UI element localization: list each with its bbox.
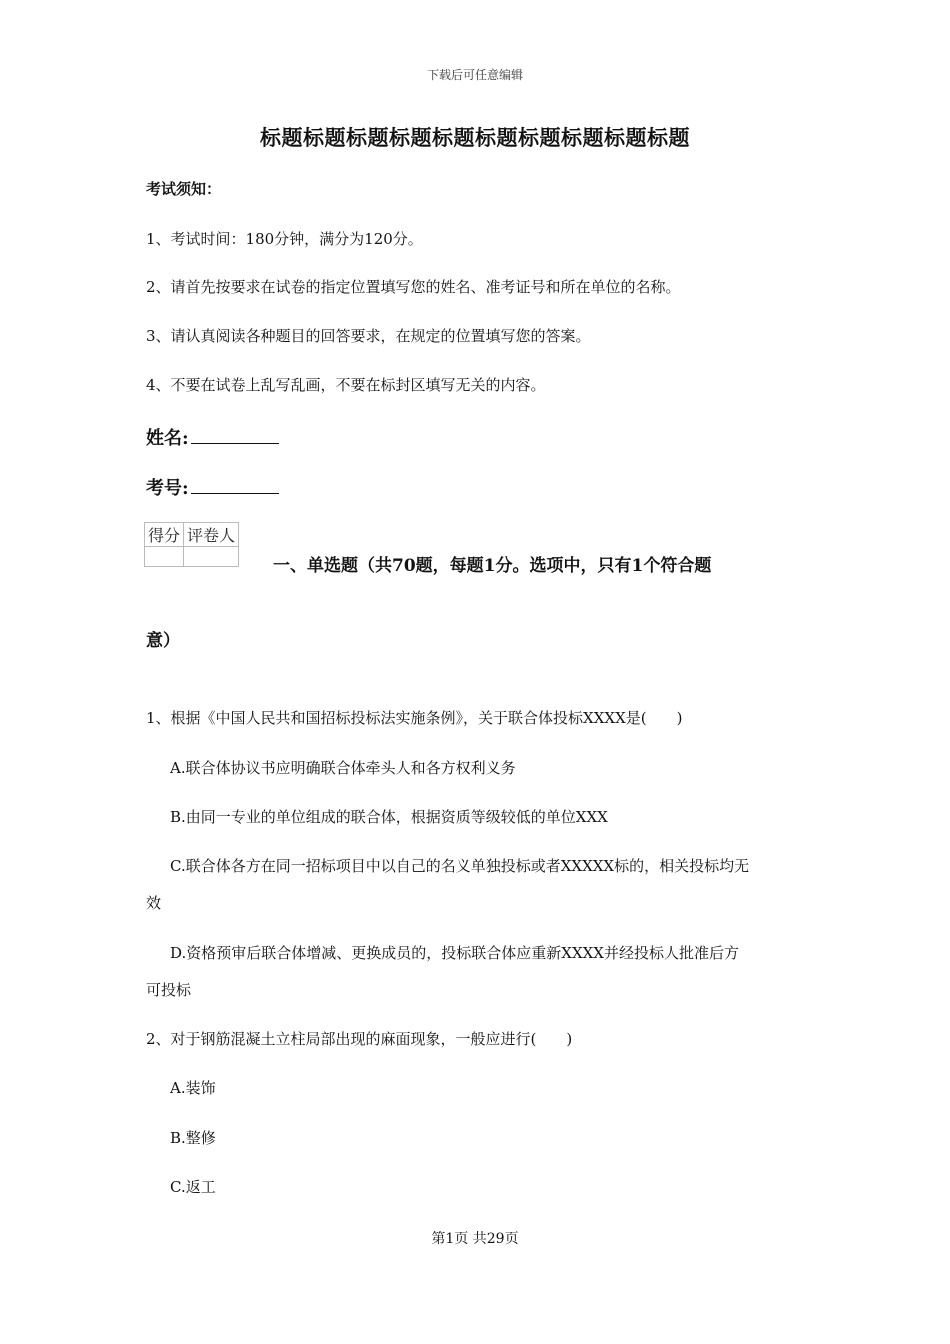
notice-heading: 考试须知： [146,180,222,198]
question-1-stem: 1、根据《中国人民共和国招标投标法实施条例》，关于联合体投标XXXX是( ) [146,709,683,727]
name-label: 姓名: [146,428,189,449]
score-header: 得分 [145,523,184,547]
name-field [146,424,279,450]
question-2-option-c[interactable]: C.返工 [170,1178,216,1196]
name-blank[interactable] [191,425,279,444]
question-1-option-a[interactable]: A.联合体协议书应明确联合体牵头人和各方权利义务 [170,759,516,777]
question-1-option-c-wrap: 效 [146,894,162,912]
score-cell[interactable] [145,547,184,567]
question-2-option-a[interactable]: A.装饰 [170,1079,216,1097]
notice-item-1: 1、考试时间：180分钟，满分为120分。 [146,230,423,248]
section-title-continued: 意） [146,631,180,651]
header-note: 下载后可任意编辑 [426,68,523,82]
question-1-option-b[interactable]: B.由同一专业的单位组成的联合体，根据资质等级较低的单位XXX [170,808,608,826]
question-1-option-d[interactable]: D.资格预审后联合体增减、更换成员的，投标联合体应重新XXXX并经投标人批准后方 [170,944,739,962]
exam-id-label: 考号: [146,478,189,499]
question-2-stem: 2、对于钢筋混凝土立柱局部出现的麻面现象，一般应进行( ) [146,1030,573,1048]
page-footer: 第1页 共29页 [431,1231,519,1247]
document-title: 标题标题标题标题标题标题标题标题标题标题 [260,125,690,150]
question-1-option-c[interactable]: C.联合体各方在同一招标项目中以自己的名义单独投标或者XXXXX标的，相关投标均无 [170,857,750,875]
question-2-option-b[interactable]: B.整修 [170,1129,216,1147]
section-title: 一、单选题（共70题，每题1分。选项中，只有1个符合题 [273,556,712,576]
notice-item-2: 2、请首先按要求在试卷的指定位置填写您的姓名、准考证号和所在单位的名称。 [146,278,681,296]
notice-item-3: 3、请认真阅读各种题目的回答要求，在规定的位置填写您的答案。 [146,327,591,345]
question-1-option-d-wrap: 可投标 [146,981,192,999]
exam-id-field [146,474,279,500]
score-table [144,522,239,567]
exam-id-blank[interactable] [191,475,279,494]
grader-header: 评卷人 [184,523,239,547]
grader-cell[interactable] [184,547,239,567]
notice-item-4: 4、不要在试卷上乱写乱画，不要在标封区填写无关的内容。 [146,376,546,394]
